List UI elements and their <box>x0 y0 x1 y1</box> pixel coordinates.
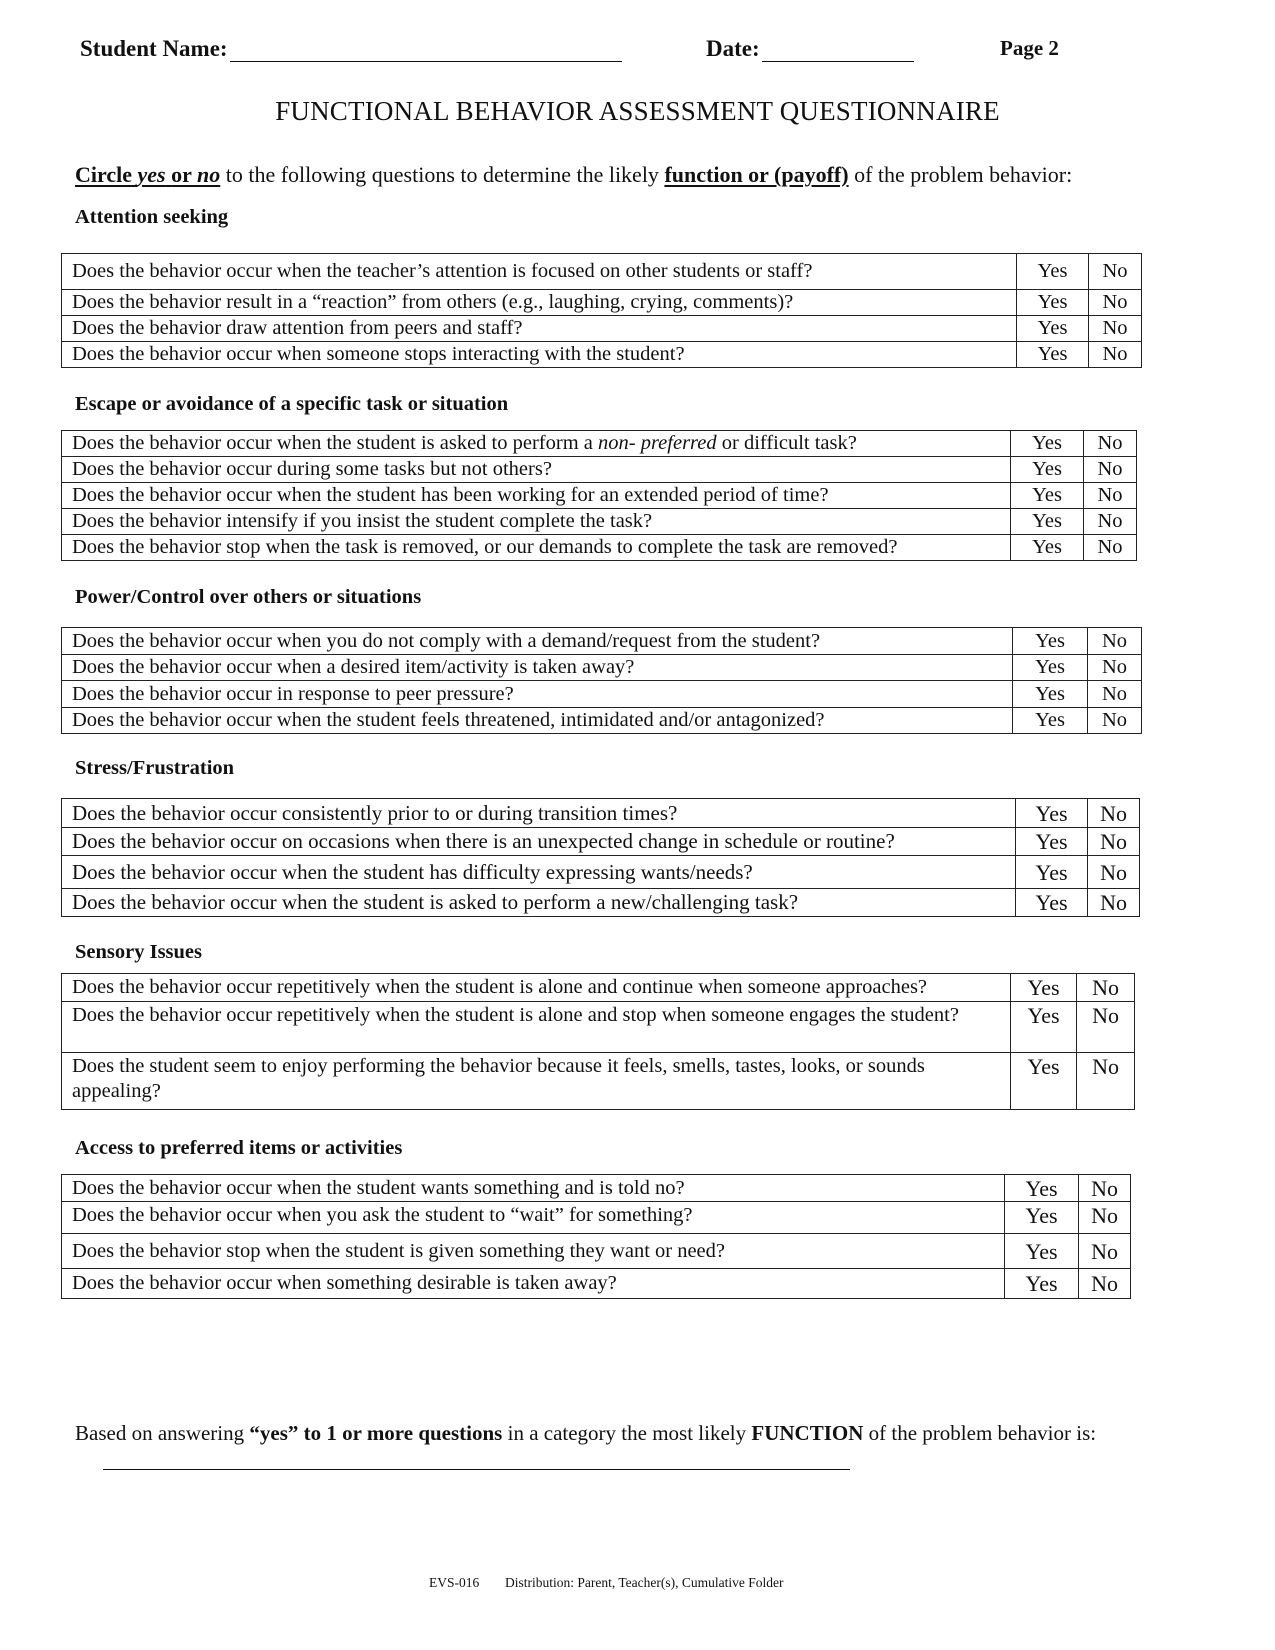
no-option[interactable]: No <box>1089 254 1142 290</box>
question-text: Does the behavior occur when the student wants something and is told no? <box>62 1175 1005 1202</box>
yes-option[interactable]: Yes <box>1017 316 1089 342</box>
no-option[interactable]: No <box>1077 1053 1135 1110</box>
yes-option[interactable]: Yes <box>1011 1053 1077 1110</box>
question-text: Does the behavior occur when something desirable is taken away? <box>62 1269 1005 1299</box>
student-name-label: Student Name: <box>80 36 228 61</box>
question-text: Does the behavior occur during some tasks but not others? <box>62 457 1011 483</box>
no-option[interactable]: No <box>1088 856 1140 889</box>
section-heading: Sensory Issues <box>75 941 203 963</box>
conclusion-function: FUNCTION <box>751 1421 864 1445</box>
question-row <box>62 509 1137 535</box>
question-row <box>62 535 1137 561</box>
question-text: Does the behavior occur consistently prior to or during transition times? <box>62 799 1016 828</box>
no-option[interactable]: No <box>1088 655 1142 681</box>
question-row <box>62 290 1142 316</box>
question-row <box>62 799 1140 828</box>
date-field[interactable] <box>706 36 914 62</box>
question-text: Does the student seem to enjoy performing the behavior because it feels, smells, tastes, looks, or sounds appealing? <box>62 1053 1011 1110</box>
question-text: Does the behavior occur when the teacher’s attention is focused on other students or staff? <box>62 254 1017 290</box>
question-row <box>62 974 1135 1002</box>
section-heading: Power/Control over others or situations <box>75 586 422 608</box>
question-text: Does the behavior occur when the student feels threatened, intimidated and/or antagonized? <box>62 708 1013 734</box>
yes-option[interactable]: Yes <box>1017 290 1089 316</box>
no-option[interactable]: No <box>1079 1175 1131 1202</box>
question-text: Does the behavior occur when the student has difficulty expressing wants/needs? <box>62 856 1016 889</box>
yes-option[interactable]: Yes <box>1011 535 1084 561</box>
form-code: EVS-016 <box>429 1575 480 1590</box>
no-option[interactable]: No <box>1088 828 1140 856</box>
yes-option[interactable]: Yes <box>1013 655 1088 681</box>
student-name-line[interactable] <box>230 39 622 62</box>
yes-option[interactable]: Yes <box>1016 889 1088 917</box>
date-label: Date: <box>706 36 760 61</box>
instr-no: no <box>196 162 221 187</box>
conclusion-mid: in a category the most likely <box>507 1421 747 1445</box>
no-option[interactable]: No <box>1079 1234 1131 1269</box>
no-option[interactable]: No <box>1084 509 1137 535</box>
yes-option[interactable]: Yes <box>1005 1175 1079 1202</box>
yes-option[interactable]: Yes <box>1013 681 1088 708</box>
no-option[interactable]: No <box>1088 889 1140 917</box>
question-row <box>62 1053 1135 1110</box>
question-text: Does the behavior occur when you ask the student to “wait” for something? <box>62 1202 1005 1234</box>
no-option[interactable]: No <box>1079 1269 1131 1299</box>
yes-option[interactable]: Yes <box>1005 1269 1079 1299</box>
no-option[interactable]: No <box>1084 431 1137 457</box>
question-row <box>62 254 1142 290</box>
yes-option[interactable]: Yes <box>1011 457 1084 483</box>
question-row <box>62 1202 1131 1234</box>
question-row <box>62 1269 1131 1299</box>
instr-or: or <box>171 162 192 187</box>
question-text: Does the behavior occur when the student is asked to perform a new/challenging task? <box>62 889 1016 917</box>
yes-option[interactable]: Yes <box>1011 483 1084 509</box>
question-text: Does the behavior occur repetitively when the student is alone and continue when someone approaches? <box>62 974 1011 1002</box>
section-heading: Attention seeking <box>75 206 229 228</box>
yes-option[interactable]: Yes <box>1011 509 1084 535</box>
yes-option[interactable]: Yes <box>1011 974 1077 1002</box>
date-line[interactable] <box>762 39 914 62</box>
page-number-label: Page 2 <box>1000 36 1059 60</box>
question-text: Does the behavior result in a “reaction” from others (e.g., laughing, crying, comments)? <box>62 290 1017 316</box>
question-row <box>62 1175 1131 1202</box>
question-text: Does the behavior stop when the task is removed, or our demands to complete the task are removed? <box>62 535 1011 561</box>
question-row <box>62 483 1137 509</box>
student-name-field[interactable] <box>80 36 622 62</box>
no-option[interactable]: No <box>1079 1202 1131 1234</box>
no-option[interactable]: No <box>1088 708 1142 734</box>
yes-option[interactable]: Yes <box>1013 708 1088 734</box>
question-row <box>62 431 1137 457</box>
no-option[interactable]: No <box>1077 974 1135 1002</box>
yes-option[interactable]: Yes <box>1017 254 1089 290</box>
question-row <box>62 628 1142 655</box>
question-text: Does the behavior occur when a desired item/activity is taken away? <box>62 655 1013 681</box>
conclusion-end: of the problem behavior is: <box>868 1421 1097 1445</box>
question-text-emphasis: non- preferred <box>598 432 717 454</box>
yes-option[interactable]: Yes <box>1016 828 1088 856</box>
yes-option[interactable]: Yes <box>1011 431 1084 457</box>
no-option[interactable]: No <box>1088 681 1142 708</box>
conclusion-text <box>75 1420 1185 1446</box>
question-table <box>61 973 1135 1110</box>
conclusion-pre: Based on answering <box>75 1421 245 1445</box>
page-header <box>0 36 1275 68</box>
question-text: Does the behavior stop when the student is given something they want or need? <box>62 1234 1005 1269</box>
no-option[interactable]: No <box>1088 628 1142 655</box>
instr-end: of the problem behavior: <box>854 162 1073 187</box>
question-row <box>62 681 1142 708</box>
question-row <box>62 889 1140 917</box>
question-row <box>62 1002 1135 1053</box>
question-table <box>61 798 1140 917</box>
question-row <box>62 655 1142 681</box>
page-number <box>1000 36 1059 61</box>
question-row <box>62 342 1142 368</box>
yes-option[interactable]: Yes <box>1013 628 1088 655</box>
no-option[interactable]: No <box>1089 342 1142 368</box>
question-text: Does the behavior occur in response to peer pressure? <box>62 681 1013 708</box>
no-option[interactable]: No <box>1084 457 1137 483</box>
question-row <box>62 457 1137 483</box>
question-text <box>62 431 1011 457</box>
question-text: Does the behavior intensify if you insist the student complete the task? <box>62 509 1011 535</box>
no-option[interactable]: No <box>1089 290 1142 316</box>
yes-option[interactable]: Yes <box>1017 342 1089 368</box>
question-table <box>61 1174 1131 1299</box>
question-text: Does the behavior occur when the student has been working for an extended period of time? <box>62 483 1011 509</box>
instr-function: function or (payoff) <box>664 162 849 187</box>
yes-option[interactable]: Yes <box>1011 1002 1077 1053</box>
question-text: Does the behavior occur when someone stops interacting with the student? <box>62 342 1017 368</box>
yes-option[interactable]: Yes <box>1005 1202 1079 1234</box>
yes-option[interactable]: Yes <box>1016 799 1088 828</box>
instr-circle: Circle <box>75 162 133 187</box>
section-heading: Escape or avoidance of a specific task or situation <box>75 393 509 415</box>
no-option[interactable]: No <box>1084 535 1137 561</box>
page-title: FUNCTIONAL BEHAVIOR ASSESSMENT QUESTIONNAIRE <box>275 96 1000 126</box>
question-row <box>62 708 1142 734</box>
distribution-note: Distribution: Parent, Teacher(s), Cumulative Folder <box>505 1575 784 1590</box>
question-row <box>62 828 1140 856</box>
question-row <box>62 856 1140 889</box>
no-option[interactable]: No <box>1088 799 1140 828</box>
instr-mid: to the following questions to determine the likely <box>225 162 659 187</box>
question-table <box>61 430 1137 561</box>
function-answer-line[interactable] <box>103 1469 850 1470</box>
question-text-part: or difficult task? <box>716 432 857 454</box>
question-text: Does the behavior occur repetitively when the student is alone and stop when someone engages the student? <box>62 1002 1011 1053</box>
question-row <box>62 316 1142 342</box>
question-table <box>61 627 1142 734</box>
question-text-part: Does the behavior occur when the student is asked to perform a <box>72 432 599 454</box>
question-text: Does the behavior occur on occasions when there is an unexpected change in schedule or routine? <box>62 828 1016 856</box>
section-heading: Stress/Frustration <box>75 757 235 779</box>
question-text: Does the behavior draw attention from peers and staff? <box>62 316 1017 342</box>
instr-yes: yes <box>137 162 166 187</box>
no-option[interactable]: No <box>1077 1002 1135 1053</box>
yes-option[interactable]: Yes <box>1005 1234 1079 1269</box>
question-text: Does the behavior occur when you do not comply with a demand/request from the student? <box>62 628 1013 655</box>
no-option[interactable]: No <box>1089 316 1142 342</box>
yes-option[interactable]: Yes <box>1016 856 1088 889</box>
conclusion-bold: “yes” to 1 or more questions <box>249 1421 503 1445</box>
question-table <box>61 253 1142 368</box>
section-heading: Access to preferred items or activities <box>75 1137 403 1159</box>
no-option[interactable]: No <box>1084 483 1137 509</box>
instructions <box>75 162 1072 188</box>
question-row <box>62 1234 1131 1269</box>
